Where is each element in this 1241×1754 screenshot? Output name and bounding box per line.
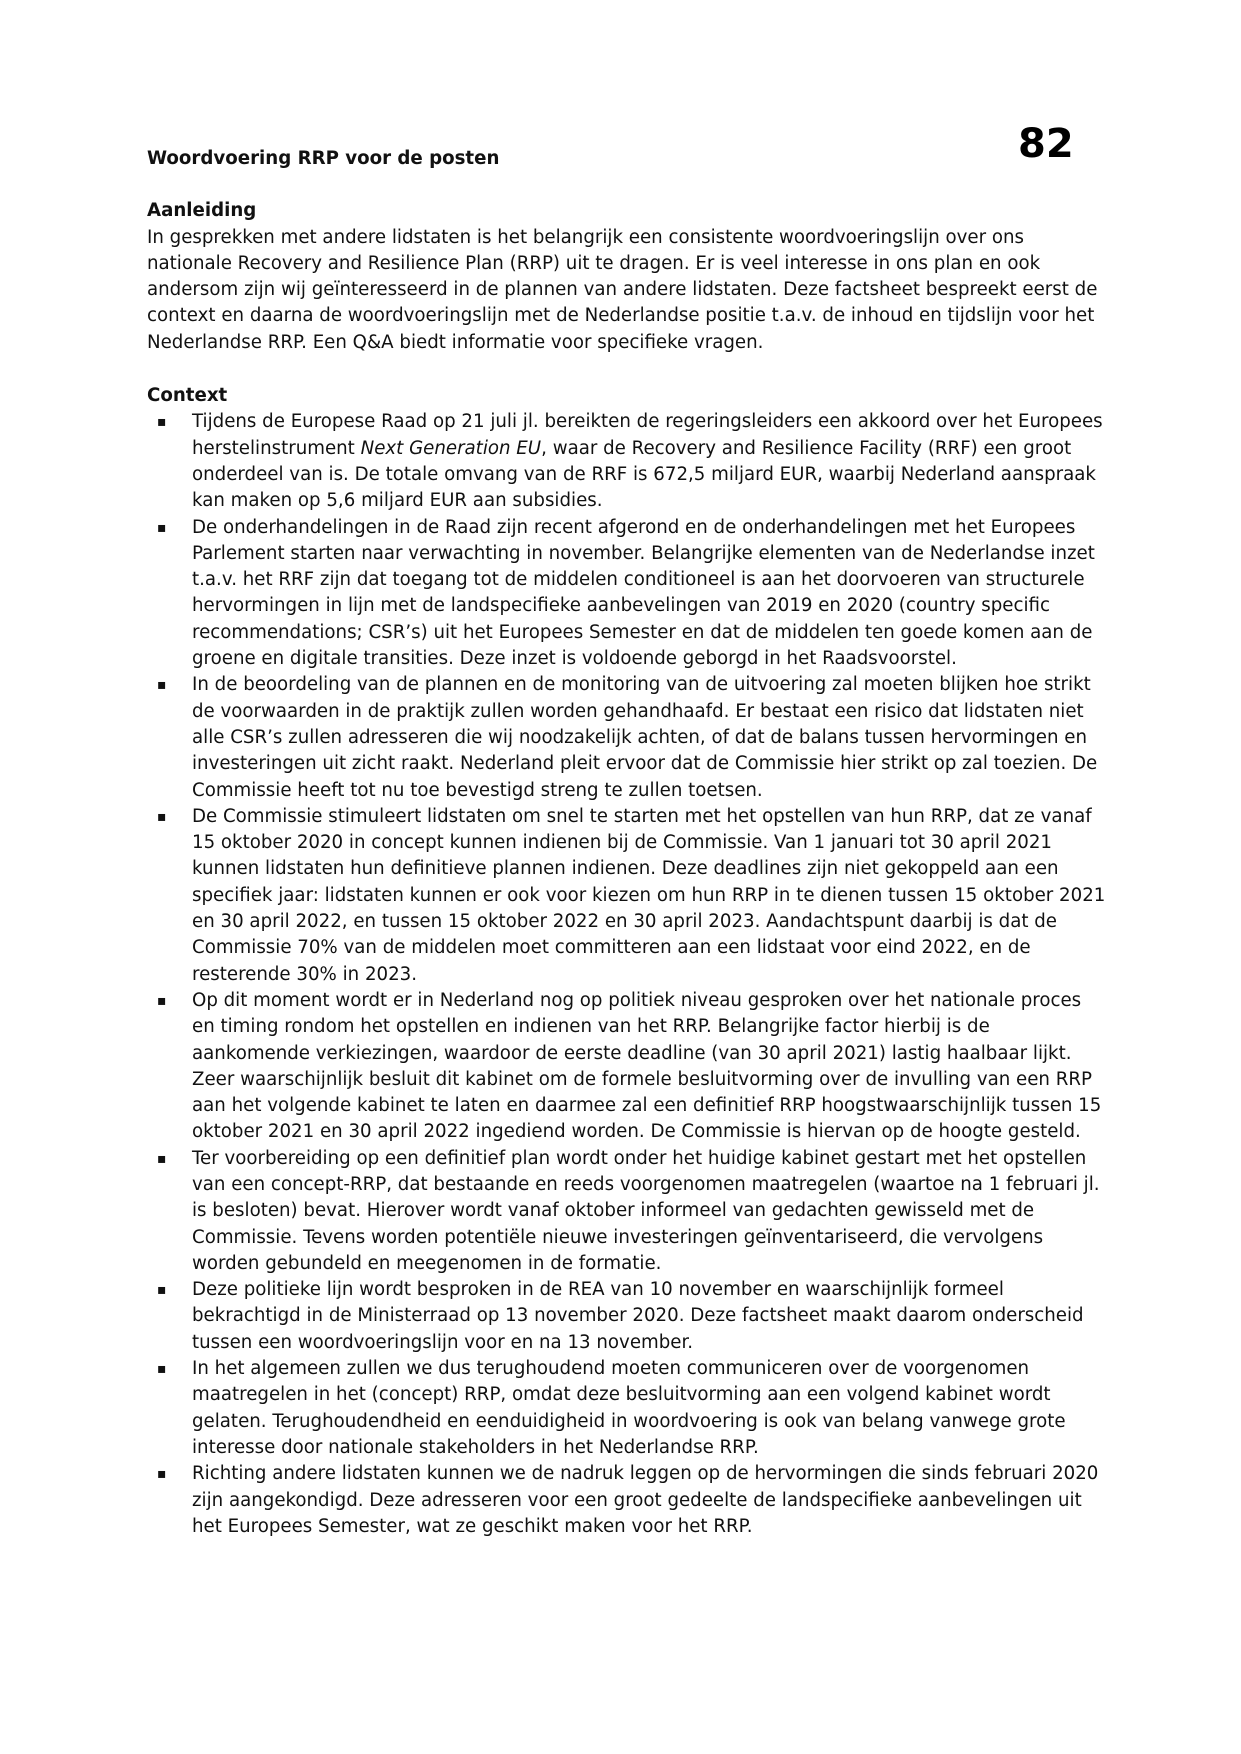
list-item-text: In het algemeen zullen we dus terughoudend moeten communiceren over de voorgenomen maatregelen in het (concept) RRP, omdat deze besluitvorming aan een volgend kabinet wordt gelaten. Terughoudendheid en eenduidigheid in woordvoering is ook van belang vanwege grote interesse door nationale stakeholders in het Nederlandse RRP.: [192, 1358, 1066, 1458]
list-item-text: De Commissie stimuleert lidstaten om snel te starten met het opstellen van hun RRP, dat ze vanaf 15 oktober 2020 in concept kunnen indienen bij de Commissie. Van 1 januari tot 30 april 2021 kunnen lidstaten hun definitieve plannen indienen. Deze deadlines zijn niet gekoppeld aan een specifiek jaar: lidstaten kunnen er ook voor kiezen om hun RRP in te dienen tussen 15 oktober 2021 en 30 april 2022, en tussen 15 oktober 2022 en 30 april 2023. Aandachtspunt daarbij is dat de Commissie 70% van de middelen moet committeren aan een lidstaat voor eind 2022, en de resterende 30% in 2023.: [192, 805, 1106, 985]
list-item-text: , waar de Recovery and Resilience Facility (RRF) een groot onderdeel van is. De totale omvang van de RRF is 672,5 miljard EUR, waarbij Nederland aanspraak kan maken op 5,6 miljard EUR aan subsidies.: [192, 437, 1096, 512]
bullet-square-icon: ▪: [157, 1361, 167, 1378]
list-item: [147, 1277, 1107, 1356]
bullet-square-icon: ▪: [157, 808, 167, 825]
list-item-text: Op dit moment wordt er in Nederland nog op politiek niveau gesproken over het nationale proces en timing rondom het opstellen en indienen van het RRP. Belangrijke factor hierbij is de aankomende verkiezingen, waardoor de eerste deadline (van 30 april 2021) lastig haalbaar lijkt. Zeer waarschijnlijk besluit dit kabinet om de formele besluitvorming over de invulling van een RRP aan het volgende kabinet te laten en daarmee zal een definitief RRP hoogstwaarschijnlijk tussen 15 oktober 2021 en 30 april 2022 ingediend worden. De Commissie is hiervan op de hoogte gesteld.: [192, 989, 1102, 1143]
list-item: [147, 1461, 1107, 1540]
list-item: [147, 515, 1107, 673]
emphasis-text: Next Generation EU: [360, 437, 542, 459]
list-item: [147, 804, 1107, 988]
bullet-square-icon: ▪: [157, 1466, 167, 1483]
page-number: 82: [1018, 121, 1074, 167]
list-item: [147, 409, 1107, 514]
list-item-text: Tijdens de Europese Raad op 21 juli jl. bereikten de regeringsleiders een akkoord over het Europees herstelinstrument: [192, 411, 1103, 459]
document-title: Woordvoering RRP voor de posten: [147, 148, 500, 169]
list-item: [147, 988, 1107, 1146]
list-item-text: De onderhandelingen in de Raad zijn recent afgerond en de onderhandelingen met het Europees Parlement starten naar verwachting in november. Belangrijke elementen van de Nederlandse inzet t.a.v. het RRF zijn dat toegang tot de middelen conditioneel is aan het doorvoeren van structurele hervormingen in lijn met de landspecifieke aanbevelingen van 2019 en 2020 (country specific recommendations; CSR’s) uit het Europees Semester en dat de middelen ten goede komen aan de groene en digitale transities. Deze inzet is voldoende geborgd in het Raadsvoorstel.: [192, 516, 1095, 670]
list-item-text: Deze politieke lijn wordt besproken in de REA van 10 november en waarschijnlijk formeel bekrachtigd in de Ministerraad op 13 november 2020. Deze factsheet maakt daarom onderscheid tussen een woordvoeringslijn voor en na 13 november.: [192, 1279, 1084, 1353]
list-item: [147, 1146, 1107, 1277]
paragraph-aanleiding: In gesprekken met andere lidstaten is het belangrijk een consistente woordvoeringslijn over ons nationale Recovery and Resilience Plan (RRP) uit te dragen. Er is veel interesse in ons plan en ook andersom zijn wij geïnteresseerd in de plannen van andere lidstaten. Deze factsheet bespreekt eerst de context en daarna de woordvoeringslijn met de Nederlandse positie t.a.v. de inhoud en tijdslijn voor het Nederlandse RRP. Een Q&A biedt informatie voor specifieke vragen.: [147, 226, 1098, 353]
section-heading-aanleiding: Aanleiding: [147, 200, 257, 222]
list-item: [147, 672, 1107, 803]
section-heading-context: Context: [147, 385, 228, 407]
list-item-text: Ter voorbereiding op een definitief plan wordt onder het huidige kabinet gestart met het opstellen van een concept-RRP, dat bestaande en reeds voorgenomen maatregelen (waartoe na 1 februari jl. is besloten) bevat. Hierover wordt vanaf oktober informeel van gedachten gewisseld met de Commissie. Tevens worden potentiële nieuwe investeringen geïnventariseerd, die vervolgens worden gebundeld en meegenomen in de formatie.: [192, 1147, 1100, 1274]
bullet-square-icon: ▪: [157, 519, 167, 536]
bullet-square-icon: ▪: [157, 1282, 167, 1299]
list-item-text: Richting andere lidstaten kunnen we de nadruk leggen op de hervormingen die sinds februari 2020 zijn aangekondigd. Deze adresseren voor een groot gedeelte de landspecifieke aanbevelingen uit het Europees Semester, wat ze geschikt maken voor het RRP.: [192, 1463, 1099, 1537]
list-item: [147, 1356, 1107, 1461]
section-aanleiding: [147, 198, 1107, 356]
document-body: [147, 146, 1107, 1540]
bullet-square-icon: ▪: [157, 414, 167, 431]
section-context: [147, 383, 1107, 1540]
bullet-square-icon: ▪: [157, 1150, 167, 1167]
bullet-square-icon: ▪: [157, 677, 167, 694]
list-item-text: In de beoordeling van de plannen en de monitoring van de uitvoering zal moeten blijken hoe strikt de voorwaarden in de praktijk zullen worden gehandhaafd. Er bestaat een risico dat lidstaten niet alle CSR’s zullen adresseren die wij noodzakelijk achten, of dat de balans tussen hervormingen en investeringen uit zicht raakt. Nederland pleit ervoor dat de Commissie hier strikt op zal toezien. De Commissie heeft tot nu toe bevestigd streng te zullen toetsen.: [192, 674, 1098, 801]
context-bullet-list: [147, 409, 1107, 1540]
bullet-square-icon: ▪: [157, 992, 167, 1009]
